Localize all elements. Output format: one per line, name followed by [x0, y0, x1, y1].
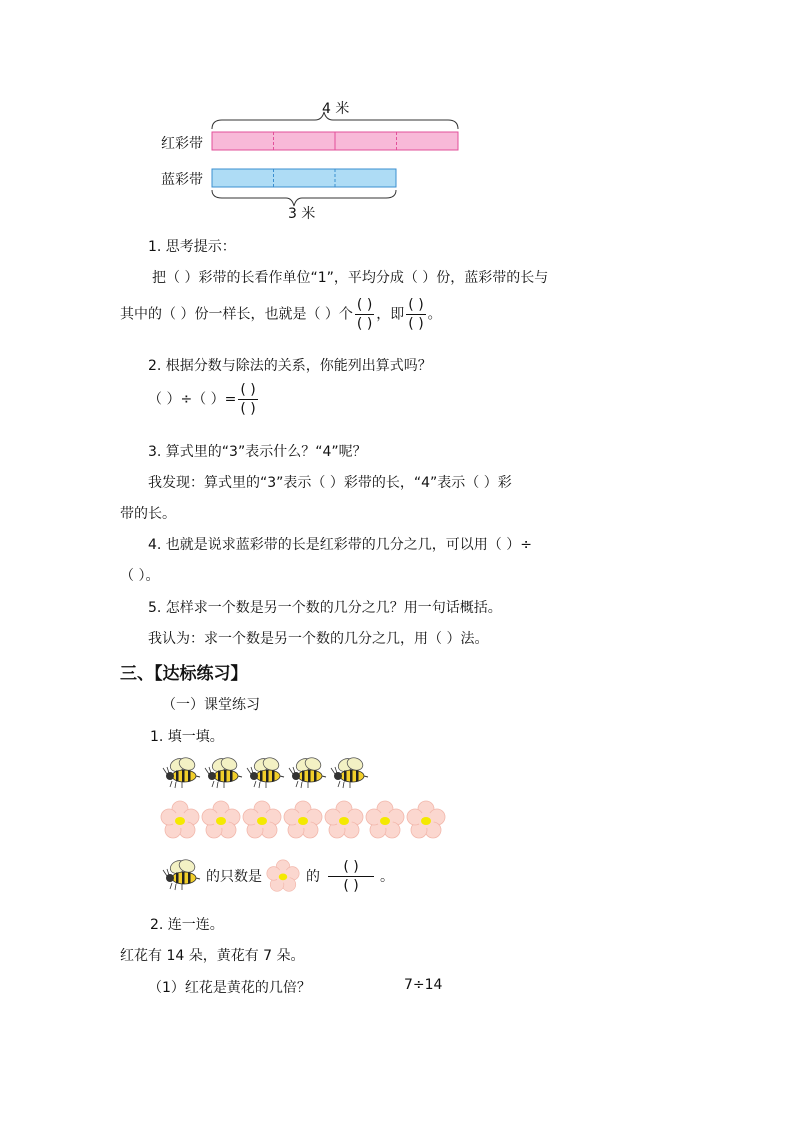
q1-line2-text-c: 。: [427, 306, 442, 323]
fill-text-b: 的: [306, 869, 320, 885]
flower-icon: [266, 859, 300, 893]
bee-icon: [160, 756, 204, 796]
flower-icon: [160, 800, 200, 844]
fill-text-a: 的只数是: [206, 869, 262, 885]
exercise-1-heading: 1. 填一填。: [150, 729, 224, 745]
q5-heading: 5. 怎样求一个数是另一个数的几分之几？用一句话概括。: [148, 600, 502, 616]
flower-icon: [324, 800, 364, 844]
blue-ribbon-label: 蓝彩带: [161, 172, 203, 188]
bee-icon: [202, 756, 246, 796]
fraction-blank: $\frac{( )}{( )}$: [328, 860, 374, 893]
bee-icon: [160, 858, 204, 894]
fill-sentence: [160, 858, 394, 894]
flower-icon: [365, 800, 405, 844]
q1-line2-text-b: ，即: [376, 306, 405, 323]
q4-line1: 4. 也就是说求蓝彩带的长是红彩带的几分之几，可以用（ ）÷: [148, 537, 532, 553]
bee-icon: [244, 756, 288, 796]
red-ribbon-label: 红彩带: [161, 136, 203, 152]
exercise-2-heading: 2. 连一连。: [150, 917, 224, 933]
q1-heading: 1. 思考提示：: [148, 239, 236, 255]
section-subtitle: （一）课堂练习: [162, 697, 260, 713]
section-title: 三、【达标练习】: [120, 664, 248, 684]
q1-line2: [120, 298, 442, 331]
flower-icon: [201, 800, 241, 844]
q3-line1: 我发现：算式里的“3”表示（ ）彩带的长，“4”表示（ ）彩: [148, 475, 512, 491]
q4-line2: （ ）。: [120, 568, 160, 584]
fraction-blank: $\frac{( )}{( )}$: [408, 297, 424, 332]
exercise-2-expr-1: 7÷14: [404, 977, 443, 993]
fraction-blank: $\frac{( )}{( )}$: [356, 297, 373, 332]
flower-icon: [242, 800, 282, 844]
q2-heading: 2. 根据分数与除法的关系，你能列出算式吗？: [148, 358, 432, 374]
q5-line: 我认为：求一个数是另一个数的几分之几，用（ ）法。: [148, 631, 489, 647]
bee-icon: [286, 756, 330, 796]
bee-icon: [328, 756, 372, 796]
fraction-blank: $\frac{( )}{( )}$: [240, 382, 256, 417]
top-length-label: 4 米: [322, 101, 350, 117]
blue-ribbon-bar: [212, 169, 396, 187]
bee-row: [160, 756, 370, 794]
flower-icon: [406, 800, 446, 844]
flower-row: [160, 800, 447, 840]
q1-line2-text-a: 其中的（ ）份一样长，也就是（ ）个: [120, 306, 353, 323]
fill-text-c: 。: [380, 869, 394, 885]
q3-line2: 带的长。: [120, 506, 176, 522]
q1-line1: 把（ ）彩带的长看作单位“1”，平均分成（ ）份，蓝彩带的长与: [152, 270, 549, 286]
q2-formula: [148, 383, 260, 416]
q2-formula-text: （ ）÷（ ）=: [148, 391, 237, 408]
bottom-length-label: 3 米: [288, 206, 316, 222]
exercise-2-info: 红花有 14 朵，黄花有 7 朵。: [120, 948, 305, 964]
exercise-2-item-1: （1）红花是黄花的几倍？: [148, 980, 311, 996]
flower-icon: [283, 800, 323, 844]
q3-heading: 3. 算式里的“3”表示什么？“4”呢？: [148, 444, 367, 460]
